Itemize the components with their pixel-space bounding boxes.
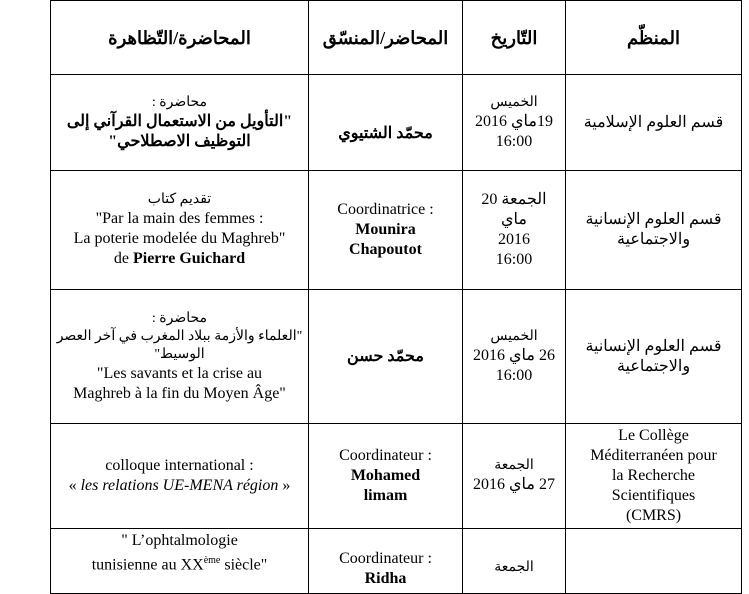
lecture-cell: [51, 529, 309, 594]
coordinator-name: Ridha: [364, 570, 407, 587]
lecture-title: "التأويل من الاستعمال القرآني إلى التوظيف الاصطلاحي": [66, 112, 293, 150]
lecture-line: La poterie modelée du Maghreb": [73, 230, 286, 247]
coordinator-cell: [309, 171, 463, 290]
date-line: الجمعة 20 ماي: [481, 191, 547, 228]
date-time: 16:00: [495, 132, 533, 150]
date-cell: [463, 171, 566, 290]
lecture-line: [55, 551, 304, 575]
events-table: [50, 0, 742, 594]
organizer-cell: قسم العلوم الإنسانية والاجتماعية: [566, 290, 742, 424]
date-line: 27 ماي 2016: [473, 476, 555, 493]
lecture-ar-title: "العلماء والأزمة ببلاد المغرب في آخر العصر الوسيط": [56, 328, 303, 362]
date-day: الجمعة: [494, 458, 534, 473]
colloque-title: les relations UE-MENA région: [80, 477, 279, 494]
lecture-line: "Par la main des femmes :: [95, 210, 264, 227]
coordinator-name: محمّد الشتيوي: [338, 124, 433, 142]
header-lecture: المحاضرة/التّظاهرة: [51, 1, 309, 75]
lecture-author-prefix: de: [113, 250, 129, 267]
lecture-cell: [51, 290, 309, 424]
lecture-line: " L’ophtalmologie: [121, 532, 238, 549]
date-day: الجمعة: [494, 560, 534, 575]
organizer-cell: قسم العلوم الإسلامية: [566, 75, 742, 171]
lecture-label: محاضرة :: [151, 310, 208, 326]
coordinator-cell: [309, 424, 463, 529]
date-day: الخميس: [490, 94, 538, 110]
header-row: [51, 1, 742, 75]
superscript: ème: [203, 555, 221, 566]
date-time: 16:00: [495, 366, 533, 384]
table-row: [51, 424, 742, 529]
lecture-line-pre: tunisienne au XX: [91, 556, 204, 574]
coordinator-role: Coordinatrice :: [337, 201, 434, 218]
table-row: [51, 290, 742, 424]
coordinator-name: Mounira: [355, 221, 416, 238]
table-row: [51, 529, 742, 594]
coordinator-name: Mohamed: [350, 467, 421, 484]
organizer-line: Scientifiques: [611, 487, 696, 504]
lecture-line: [55, 249, 304, 269]
organizer-line: Méditerranéen pour: [590, 447, 717, 464]
lecture-label: تقديم كتاب: [147, 192, 212, 207]
date-time: 16:00: [495, 251, 533, 268]
date-cell: [463, 529, 566, 594]
date-cell: [463, 290, 566, 424]
coordinator-role: Coordinateur :: [339, 447, 432, 464]
date-line: 19ماي 2016: [475, 112, 553, 130]
coordinator-role: Coordinateur :: [339, 550, 432, 567]
table-row: [51, 75, 742, 171]
coordinator-name: limam: [363, 487, 408, 504]
coordinator-cell: [309, 529, 463, 594]
lecture-fr-line: "Les savants et la crise au: [96, 364, 263, 382]
date-cell: [463, 75, 566, 171]
coordinator-cell: [309, 75, 463, 171]
coordinator-cell: محمّد حسن: [309, 290, 463, 424]
lecture-label: محاضرة :: [151, 94, 208, 110]
date-year: 2016: [498, 231, 530, 248]
lecture-cell: [51, 424, 309, 529]
header-coordinator: المحاضر/المنسّق: [309, 1, 463, 75]
date-line: 26 ماي 2016: [473, 346, 555, 364]
lecture-line: [55, 476, 304, 496]
date-day: الخميس: [490, 328, 538, 344]
header-organizer: المنظّم: [566, 1, 742, 75]
guillemet-open: «: [68, 477, 77, 494]
organizer-cell: [566, 529, 742, 594]
date-cell: [463, 424, 566, 529]
organizer-line: Le Collège: [618, 427, 689, 444]
guillemet-close: »: [282, 477, 291, 494]
lecture-fr-line: Maghreb à la fin du Moyen Âge": [73, 384, 286, 402]
lecture-cell: [51, 171, 309, 290]
organizer-line: la Recherche: [611, 467, 696, 484]
table-row: [51, 171, 742, 290]
lecture-line-post: siècle": [220, 556, 268, 574]
coordinator-name: Chapoutot: [349, 241, 422, 258]
lecture-cell: [51, 75, 309, 171]
organizer-cell: قسم العلوم الإنسانية والاجتماعية: [566, 171, 742, 290]
organizer-line: (CMRS): [625, 507, 682, 524]
header-date: التّاريخ: [463, 1, 566, 75]
lecture-line: colloque international :: [105, 457, 254, 474]
organizer-cell: [566, 424, 742, 529]
lecture-author: Pierre Guichard: [132, 250, 246, 267]
